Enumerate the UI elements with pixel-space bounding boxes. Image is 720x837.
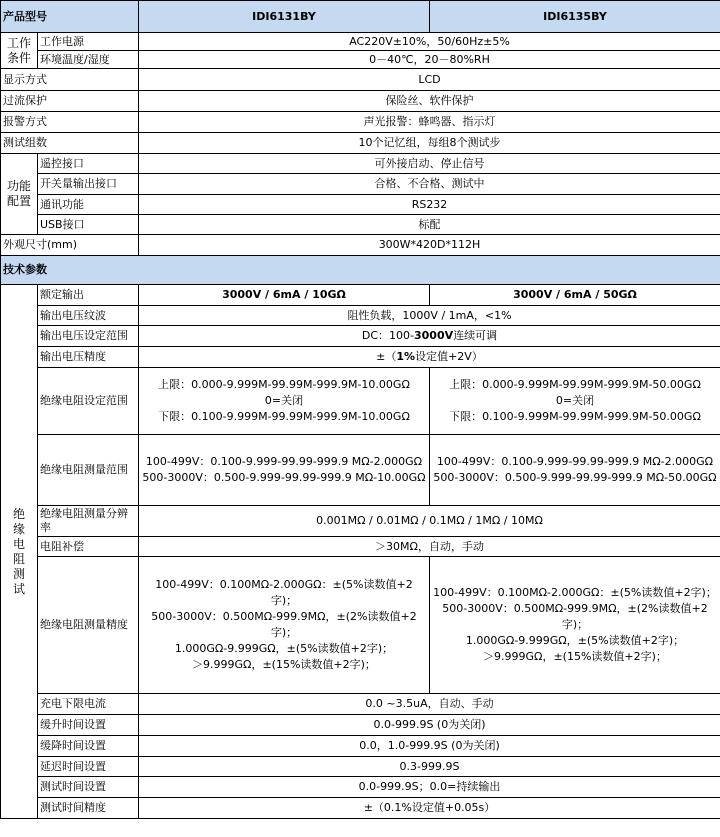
header-row bbox=[1, 1, 720, 33]
env-row bbox=[1, 51, 720, 69]
voltage-range-bold: 3000V bbox=[413, 329, 454, 342]
usb-row bbox=[1, 215, 720, 235]
resolution-value: 0.001MΩ / 0.01MΩ / 0.1MΩ / 1MΩ / 10MΩ bbox=[139, 506, 720, 537]
usb-label: USB接口 bbox=[38, 215, 139, 235]
resistance-set-b-zero: 0=关闭 bbox=[555, 394, 595, 407]
voltage-accuracy-prefix: ±（ bbox=[376, 350, 397, 363]
resolution-row bbox=[1, 506, 720, 537]
accuracy-a-line: 100-499V：0.100MΩ-2.000GΩ：±(5%读数值+2 bbox=[155, 578, 413, 591]
accuracy-b-line: 500-3000V：0.500MΩ-999.9MΩ，±(2%读数值+2 bbox=[442, 602, 708, 615]
voltage-range-prefix: DC：100- bbox=[361, 329, 414, 342]
accuracy-a-line: 字)； bbox=[270, 626, 298, 639]
measure-accuracy-label: 绝缘电阻测量精度 bbox=[38, 557, 139, 694]
overcurrent-label: 过流保护 bbox=[1, 91, 139, 112]
alarm-label: 报警方式 bbox=[1, 112, 139, 133]
features-line2: 配置 bbox=[6, 194, 31, 208]
power-row bbox=[1, 33, 720, 51]
compensation-label: 电阻补偿 bbox=[38, 537, 139, 557]
rated-output-label: 额定输出 bbox=[38, 285, 139, 306]
dimensions-value: 300W*420D*112H bbox=[139, 235, 720, 256]
group-char: 电 bbox=[12, 536, 25, 551]
resistance-set-row bbox=[1, 368, 720, 435]
rise-time-value: 0.0-999.9S (0为关闭) bbox=[139, 715, 720, 736]
voltage-range-value bbox=[139, 326, 720, 347]
test-groups-row bbox=[1, 133, 720, 154]
tech-header-row bbox=[1, 256, 720, 285]
display-label: 显示方式 bbox=[1, 69, 139, 91]
voltage-accuracy-suffix: 设定值+2V） bbox=[415, 350, 483, 363]
rated-output-a: 3000V / 6mA / 10GΩ bbox=[139, 285, 430, 306]
charge-current-label: 充电下限电流 bbox=[38, 694, 139, 715]
charge-current-row bbox=[1, 694, 720, 715]
dimensions-row bbox=[1, 235, 720, 256]
fall-time-label: 缓降时间设置 bbox=[38, 736, 139, 757]
usb-value: 标配 bbox=[139, 215, 720, 235]
work-conditions-line2: 条件 bbox=[6, 50, 31, 65]
rise-time-label: 缓升时间设置 bbox=[38, 715, 139, 736]
accuracy-a-line: 500-3000V：0.500MΩ-999.9MΩ，±(2%读数值+2 bbox=[151, 610, 417, 623]
resistance-set-a-zero: 0=关闭 bbox=[264, 394, 304, 407]
rated-output-row bbox=[1, 285, 720, 306]
test-time-row bbox=[1, 777, 720, 798]
dimensions-label: 外观尺寸(mm) bbox=[1, 235, 139, 256]
resistance-measure-b-high: 500-3000V：0.500-9.999-99.99-999.9 MΩ-50.00GΩ bbox=[433, 471, 717, 484]
alarm-row bbox=[1, 112, 720, 133]
resistance-set-a-upper: 上限：0.000-9.999M-99.99M-999.9M-10.00GΩ bbox=[158, 378, 410, 391]
resolution-label: 绝缘电阻测量分辨率 bbox=[38, 506, 139, 537]
test-time-label: 测试时间设置 bbox=[38, 777, 139, 798]
work-conditions-group bbox=[1, 33, 38, 69]
comm-value: RS232 bbox=[139, 195, 720, 215]
measure-accuracy-a bbox=[139, 557, 430, 694]
delay-time-label: 延迟时间设置 bbox=[38, 757, 139, 777]
remote-row bbox=[1, 154, 720, 174]
work-conditions-line1: 工作 bbox=[6, 35, 31, 50]
accuracy-a-line: ＞9.999GΩ，±(15%读数值+2字)； bbox=[192, 658, 376, 671]
switch-value: 合格、不合格、测试中 bbox=[139, 174, 720, 195]
compensation-value: ＞30MΩ，自动，手动 bbox=[139, 537, 720, 557]
resistance-measure-a-high: 500-3000V：0.500-9.999-99.99-999.9 MΩ-10.00GΩ bbox=[142, 471, 426, 484]
env-label: 环境温度/湿度 bbox=[38, 51, 139, 69]
charge-current-value: 0.0 ~3.5uA，自动、手动 bbox=[139, 694, 720, 715]
remote-label: 遥控接口 bbox=[38, 154, 139, 174]
delay-time-row bbox=[1, 757, 720, 777]
voltage-range-row bbox=[1, 326, 720, 347]
test-time-accuracy-label: 测试时间精度 bbox=[38, 798, 139, 819]
display-value: LCD bbox=[139, 69, 720, 91]
accuracy-a-line: 1.000GΩ-9.999GΩ，±(5%读数值+2字)； bbox=[174, 642, 394, 655]
fall-time-row bbox=[1, 736, 720, 757]
accuracy-b-line: 100-499V：0.100MΩ-2.000GΩ：±(5%读数值+2字)； bbox=[433, 586, 717, 599]
resistance-set-b-lower: 下限：0.100-9.999M-99.99M-999.9M-50.00GΩ bbox=[449, 410, 701, 423]
power-label: 工作电源 bbox=[38, 33, 139, 51]
ripple-label: 输出电压纹波 bbox=[38, 306, 139, 326]
resistance-measure-a-low: 100-499V：0.100-9.999-99.99-999.9 MΩ-2.000GΩ bbox=[145, 455, 423, 468]
model-b-heading: IDI6135BY bbox=[430, 1, 720, 33]
remote-value: 可外接启动、停止信号 bbox=[139, 154, 720, 174]
power-value: AC220V±10%，50/60Hz±5% bbox=[139, 33, 720, 51]
voltage-accuracy-row bbox=[1, 347, 720, 368]
voltage-accuracy-value bbox=[139, 347, 720, 368]
resistance-measure-a bbox=[139, 435, 430, 506]
group-char: 测 bbox=[12, 566, 25, 581]
resistance-measure-b bbox=[430, 435, 720, 506]
alarm-value: 声光报警：蜂鸣器、指示灯 bbox=[139, 112, 720, 133]
comm-label: 通讯功能 bbox=[38, 195, 139, 215]
resistance-set-b bbox=[430, 368, 720, 435]
accuracy-b-line: 字)； bbox=[561, 618, 589, 631]
group-char: 阻 bbox=[12, 551, 25, 566]
accuracy-a-line: 字)； bbox=[270, 594, 298, 607]
features-line1: 功能 bbox=[6, 179, 31, 193]
test-time-value: 0.0-999.9S；0.0=持续输出 bbox=[139, 777, 720, 798]
voltage-range-suffix: 连续可调 bbox=[453, 329, 498, 342]
resistance-set-a-lower: 下限：0.100-9.999M-99.99M-999.9M-10.00GΩ bbox=[158, 410, 410, 423]
group-char: 试 bbox=[12, 581, 25, 596]
test-time-accuracy-row bbox=[1, 798, 720, 819]
features-group bbox=[1, 154, 38, 235]
rated-output-b: 3000V / 6mA / 50GΩ bbox=[430, 285, 720, 306]
voltage-range-label: 输出电压设定范围 bbox=[38, 326, 139, 347]
fall-time-value: 0.0，1.0-999.9S (0为关闭) bbox=[139, 736, 720, 757]
switch-label: 开关量输出接口 bbox=[38, 174, 139, 195]
compensation-row bbox=[1, 537, 720, 557]
measure-accuracy-b bbox=[430, 557, 720, 694]
resistance-set-b-upper: 上限：0.000-9.999M-99.99M-999.9M-50.00GΩ bbox=[449, 378, 701, 391]
comm-row bbox=[1, 195, 720, 215]
ripple-value: 阻性负载，1000V / 1mA，<1% bbox=[139, 306, 720, 326]
resistance-set-label: 绝缘电阻设定范围 bbox=[38, 368, 139, 435]
switch-row bbox=[1, 174, 720, 195]
display-row bbox=[1, 69, 720, 91]
resistance-measure-row bbox=[1, 435, 720, 506]
rise-time-row bbox=[1, 715, 720, 736]
voltage-accuracy-bold: 1% bbox=[396, 350, 416, 363]
model-a-heading: IDI6131BY bbox=[139, 1, 430, 33]
insulation-test-group bbox=[1, 285, 38, 819]
overcurrent-value: 保险丝、软件保护 bbox=[139, 91, 720, 112]
overcurrent-row bbox=[1, 91, 720, 112]
resistance-measure-label: 绝缘电阻测量范围 bbox=[38, 435, 139, 506]
accuracy-b-line: ＞9.999GΩ，±(15%读数值+2字)； bbox=[483, 650, 667, 663]
ripple-row bbox=[1, 306, 720, 326]
measure-accuracy-row bbox=[1, 557, 720, 694]
delay-time-value: 0.3-999.9S bbox=[139, 757, 720, 777]
test-groups-value: 10个记忆组，每组8个测试步 bbox=[139, 133, 720, 154]
tech-params-heading: 技术参数 bbox=[1, 256, 720, 285]
test-groups-label: 测试组数 bbox=[1, 133, 139, 154]
group-char: 缘 bbox=[12, 521, 25, 536]
resistance-measure-b-low: 100-499V：0.100-9.999-99.99-999.9 MΩ-2.000GΩ bbox=[436, 455, 714, 468]
group-char: 绝 bbox=[12, 506, 25, 521]
model-label: 产品型号 bbox=[1, 1, 139, 33]
test-time-accuracy-value: ±（0.1%设定值+0.05s） bbox=[139, 798, 720, 819]
resistance-set-a bbox=[139, 368, 430, 435]
voltage-accuracy-label: 输出电压精度 bbox=[38, 347, 139, 368]
env-value: 0－40℃，20－80%RH bbox=[139, 51, 720, 69]
accuracy-b-line: 1.000GΩ-9.999GΩ，±(5%读数值+2字)； bbox=[465, 634, 685, 647]
